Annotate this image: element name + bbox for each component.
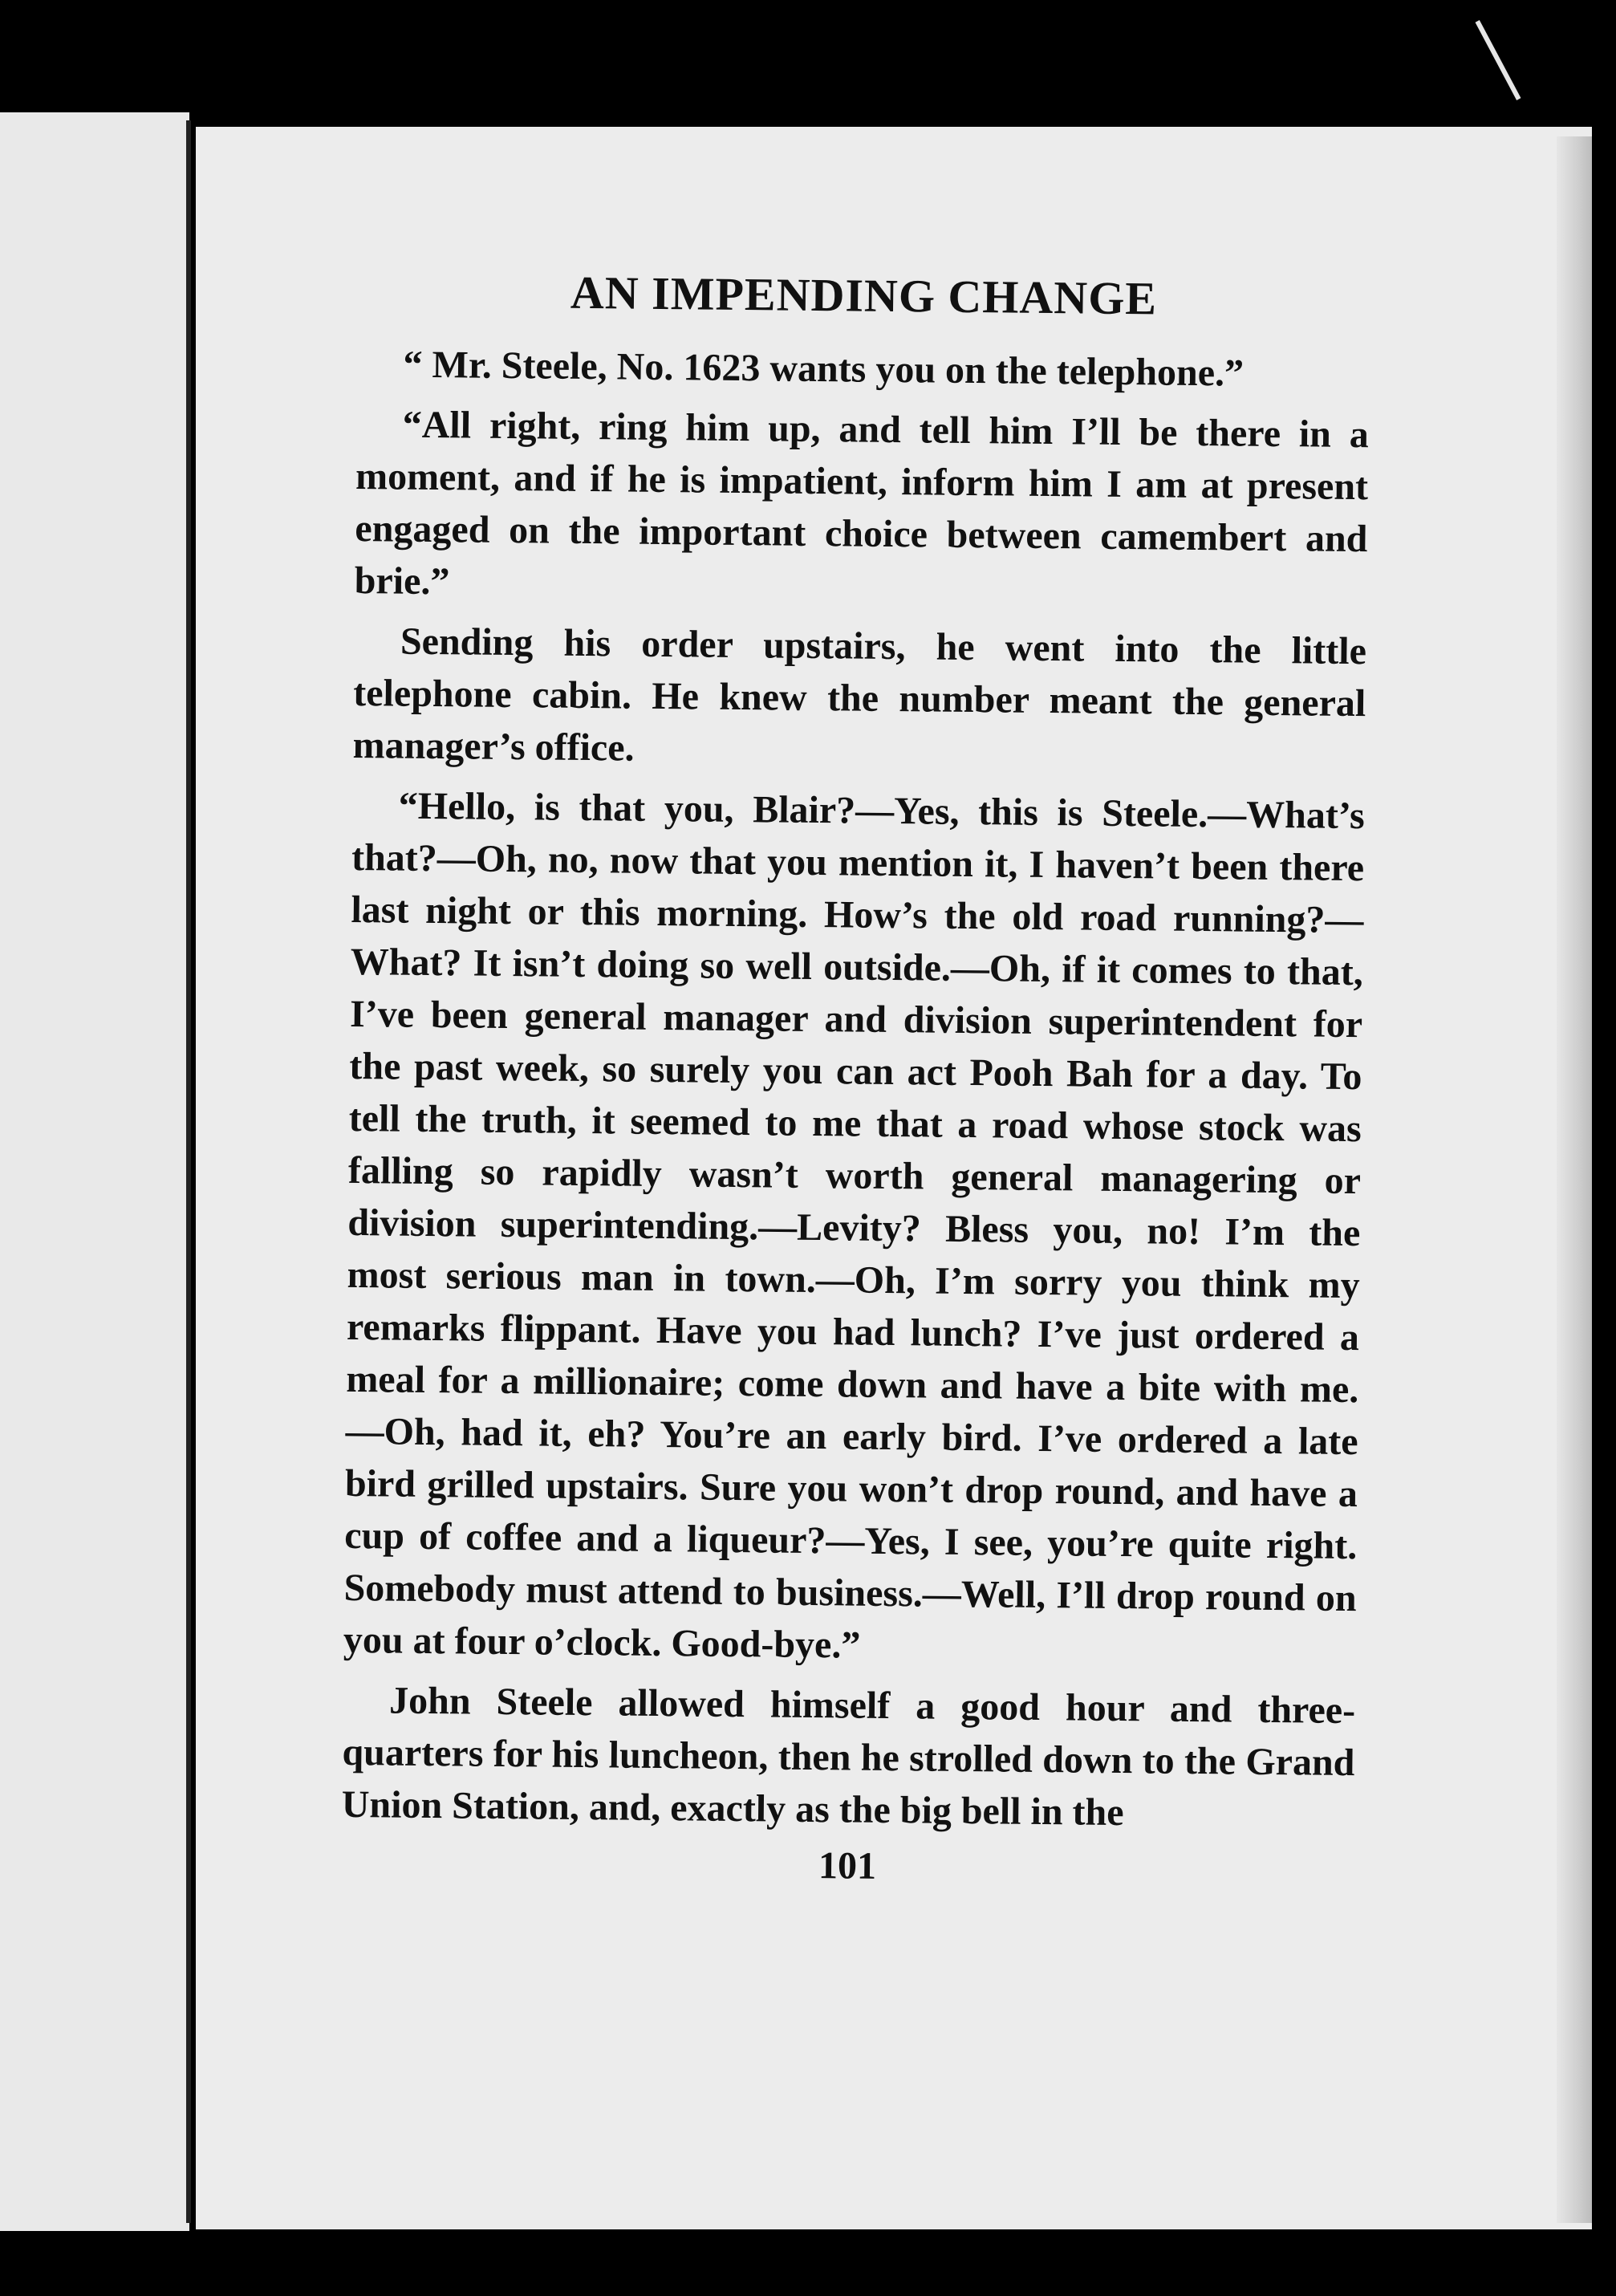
paragraph: “ Mr. Steele, No. 1623 wants you on the telephone.” bbox=[403, 343, 1244, 395]
paragraph: John Steele allowed himself a good hour and three-quarters for his luncheon, then he strolled down to the Grand Union Station, and, exactly as the big bell in the bbox=[341, 1679, 1356, 1835]
scan-mark bbox=[1476, 20, 1521, 100]
book-spine bbox=[186, 120, 191, 2223]
paragraph: “Hello, is that you, Blair?—Yes, this is Steele.—What’s that?—Oh, no, now that you mention it, I haven’t been there last night or this morning. How’s the old road running?—What? It isn’t doing so well outside.—Oh, if it comes to that, I’ve been general manager and division superintendent for the past week, so surely you can act Pooh Bah for a day. To tell the truth, it seemed to me that a road whose stock was falling so rapidly wasn’t worth general managering or division superintending.—Levity? Bless you, no! I’m the most serious man in town.—Oh, I’m sorry you think my remarks flippant. Have you had lunch? I’ve just ordered a meal for a millionaire; come down and have a bite with me. —Oh, had it, eh? You’re an early bird. I’ve ordered a late bird grilled upstairs. Sure you won’t drop round, and have a cup of coffee and a liqueur?—Yes, I see, you’re quite right. Somebody must attend to business.—Well, I’ll drop round on you at four o’clock. Good-bye.” bbox=[343, 784, 1366, 1667]
facing-page bbox=[0, 112, 189, 2231]
page-number: 101 bbox=[818, 1844, 877, 1888]
running-title: AN IMPENDING CHANGE bbox=[570, 266, 1158, 325]
page-text bbox=[341, 257, 1370, 1893]
page-edge bbox=[1557, 136, 1592, 2223]
paragraph: Sending his order upstairs, he went into the little telephone cabin. He knew the number meant the general manager’s office. bbox=[352, 620, 1367, 770]
paragraph: “All right, ring him up, and tell him I’ll be there in a moment, and if he is impatient, inform him I am at present engaged on the important choice between camembert and brie.” bbox=[354, 403, 1370, 603]
